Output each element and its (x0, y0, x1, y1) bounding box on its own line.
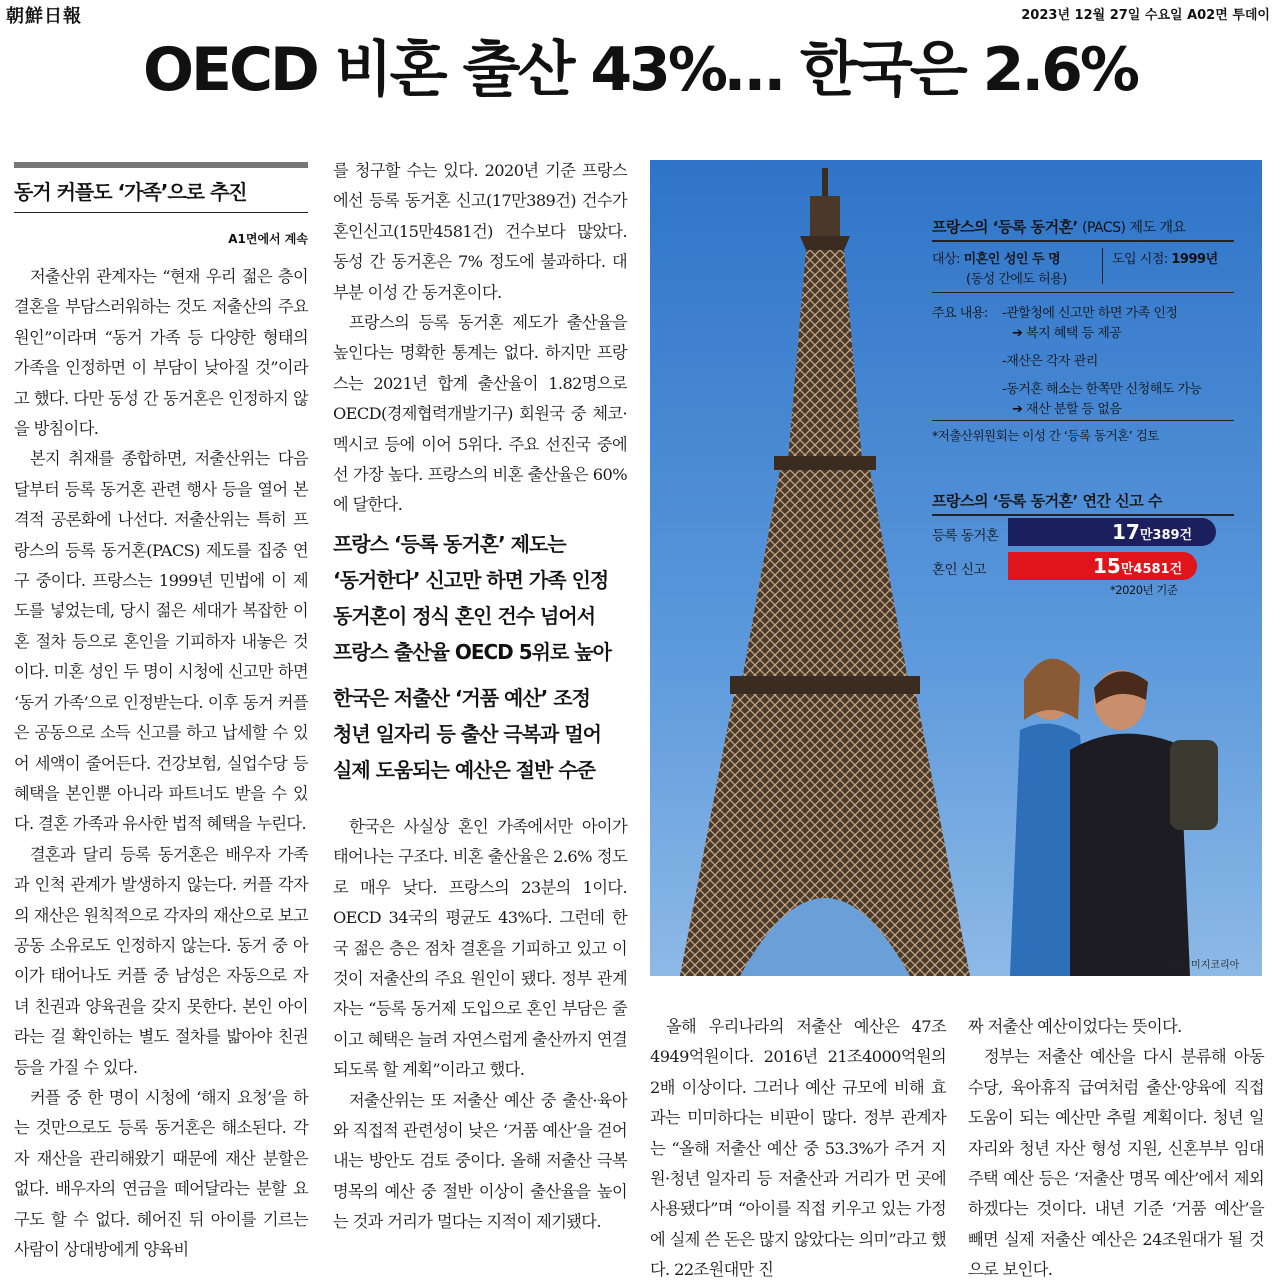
headline: OECD 비혼 출산 43%… 한국은 2.6% (142, 35, 1137, 105)
paragraph: 프랑스의 등록 동거혼 제도가 출산율을 높인다는 명확한 통계는 없다. 하지만 프랑스는 2021년 합계 출산율이 1.82명으로 OECD(경제협력개발기구) 회원국 중 체코·멕시코 등에 이어 5위다. 주요 선진국 중에선 가장 높다. 프랑스의 비혼 출산율은 60%에 달한다. (333, 313, 627, 515)
chart-value-label (1093, 554, 1182, 578)
paragraph: 짜 저출산 예산이었다는 뜻이다. (968, 1017, 1182, 1036)
value-mid: 만 (1139, 528, 1153, 543)
kicker-title: 동거 커플도 ‘가족’으로 추진 (14, 180, 247, 204)
target-note: (동성 간에도 허용) (966, 272, 1067, 287)
intro-label: 도입 시점: (1112, 252, 1168, 267)
value-rest: 389 (1152, 528, 1180, 543)
value-big: 15 (1093, 554, 1121, 578)
value-big: 17 (1112, 520, 1140, 544)
paragraph: 한국은 사실상 혼인 가족에서만 아이가 태어나는 구조다. 비혼 출산율은 2.6% 정도로 매우 낮다. 프랑스의 23분의 1이다. OECD 34국의 평균도 43%다. 그런데 한국 젊은 층은 점차 결혼을 기피하고 있고 이것이 저출산의 주요 원인이 됐다. 정부 관계자는 “등록 동거제 도입으로 혼인 부담은 줄이고 혜택은 늘려 자연스럽게 출산까지 연결되도록 할 계획”이라고 했다. (333, 817, 627, 1080)
dateline: 2023년 12월 27일 수요일 A02면 투데이 (1021, 8, 1270, 23)
chart-title: 프랑스의 ‘등록 동거혼’ 연간 신고 수 (932, 492, 1162, 510)
infobox-rule (932, 292, 1234, 293)
infobox-rule (932, 420, 1234, 421)
subhead-line: 프랑스 ‘등록 동거혼’ 제도는 (333, 532, 566, 556)
chart-note: *2020년 기준 (1110, 583, 1178, 597)
infobox-title (932, 216, 1186, 237)
main-item: ➔ 복지 혜택 등 제공 (1012, 326, 1122, 341)
main-label: 주요 내용: (932, 306, 988, 321)
main-item: ➔ 재산 분할 등 없음 (1012, 402, 1122, 417)
target-value: 미혼인 성인 두 명 (963, 252, 1061, 267)
eiffel-tower-photo (650, 160, 1262, 976)
paragraph: 올해 우리나라의 저출산 예산은 47조4949억원이다. 2016년 21조4000억원의 2배 이상이다. 그러나 예산 규모에 비해 효과는 미미하다는 비판이 많다. 정부 관계자는 “올해 저출산 예산 중 53.3%가 주거 지원·청년 일자리 등 저출산과 거리가 먼 곳에 사용됐다”며 “아이를 직접 키우고 있는 가정에 실제 쓴 돈은 많지 않았다는 의미”라고 했다. 22조원대만 진 (650, 1017, 946, 1280)
subhead-2 (333, 680, 627, 788)
value-mid: 만 (1120, 562, 1134, 577)
paragraph: 저출산위는 또 저출산 예산 중 출산·육아와 직접적 관련성이 낮은 ‘거품 예산’을 걷어내는 방안도 검토 중이다. 올해 저출산 극복 명목의 예산 중 절반 이상이 출산율을 높이는 것과 거리가 멀다는 지적이 제기됐다. (333, 1090, 627, 1232)
value-unit: 건 (1169, 562, 1183, 577)
subhead-line: 실제 도움되는 예산은 절반 수준 (333, 758, 596, 782)
chart-rule (932, 514, 1234, 516)
subhead-line: ‘동거한다’ 신고만 하면 가족 인정 (333, 568, 609, 592)
kicker-divider (14, 212, 308, 213)
subhead-line: 프랑스 출산율 OECD 5위로 높아 (333, 640, 611, 664)
infobox-title-b: (PACS) 제도 개요 (1082, 220, 1186, 236)
article-column-1 (14, 262, 308, 1265)
subhead-1 (333, 526, 627, 670)
chart-category-label: 혼인 신고 (932, 562, 986, 578)
continued-note: A1면에서 계속 (228, 232, 308, 246)
main-item: -재산은 각자 관리 (1002, 354, 1098, 369)
chart-category-label: 등록 동거혼 (932, 528, 999, 544)
article-column-3 (650, 1012, 946, 1280)
paragraph: 를 청구할 수는 있다. 2020년 기준 프랑스에선 등록 동거혼 신고(17만389건) 건수가 혼인신고(15만4581건) 건수보다 많았다. 동성 간 동거혼은 7% 정도에 불과하다. 대부분 이성 간 동거혼이다. (333, 161, 627, 302)
infobox-title-a: 프랑스의 ‘등록 동거혼’ (932, 218, 1078, 236)
paragraph: 본지 취재를 종합하면, 저출산위는 다음 달부터 등록 동거혼 관련 행사 등을 열어 본격적 공론화에 나선다. 저출산위는 특히 프랑스의 등록 동거혼(PACS) 제도를 집중 연구 중이다. 프랑스는 1999년 민법에 이 제도를 넣었는데, 당시 젊은 세대가 복잡한 이혼 절차 등으로 혼인을 기피하자 내놓은 것이다. 미혼 성인 두 명이 시청에 신고만 하면 ‘동거 가족’으로 인정받는다. 이후 동거 커플은 공동으로 소득 신고를 하고 납세할 수 있어 세액이 줄어든다. 건강보험, 실업수당 등 혜택을 본인뿐 아니라 파트너도 받을 수 있다. 결혼 가족과 유사한 법적 혜택을 누린다. (14, 449, 308, 834)
newspaper-logo: 朝鮮日報 (6, 6, 82, 27)
article-column-2-bottom (333, 812, 627, 1238)
value-rest: 4581 (1133, 562, 1170, 577)
paragraph: 저출산위 관계자는 “현재 우리 젊은 층이 결혼을 부담스러워하는 것도 저출산의 주요 원인”이라며 “동거 가족 등 다양한 형태의 가족을 인정하면 이 부담이 낮아질 것”이라고 했다. 다만 동성 간 동거혼은 인정하지 않을 방침이다. (14, 267, 308, 439)
main-item: -관할청에 신고만 하면 가족 인정 (1002, 306, 1178, 321)
subhead-line: 동거혼이 정식 혼인 건수 넘어서 (333, 604, 596, 628)
paragraph: 정부는 저출산 예산을 다시 분류해 아동 수당, 육아휴직 급여처럼 출산·양육에 직접 도움이 되는 예산만 추릴 계획이다. 청년 일자리와 청년 자산 형성 지원, 신혼부부 임대주택 예산 등은 ‘저출산 명목 예산’에서 제외하겠다는 것이다. 내년 기준 ‘거품 예산’을 빼면 실제 저출산 예산은 24조원대가 될 것으로 보인다. (968, 1047, 1264, 1280)
value-unit: 건 (1179, 528, 1193, 543)
article-column-4 (968, 1012, 1264, 1280)
subhead-line: 청년 일자리 등 출산 극복과 멀어 (333, 722, 601, 746)
kicker-bar (14, 162, 308, 168)
intro-value: 1999년 (1171, 252, 1218, 267)
main-item: -동거혼 해소는 한쪽만 신청해도 가능 (1002, 382, 1202, 397)
chart-value-label (1112, 520, 1192, 544)
paragraph: 커플 중 한 명이 시청에 ‘해지 요청’을 하는 것만으로도 등록 동거혼은 해소된다. 각자 재산을 관리해왔기 때문에 재산 분할은 없다. 배우자의 연금을 떼어달라는 분할 요구도 할 수 없다. 헤어진 뒤 아이를 기르는 사람이 상대방에게 양육비 (14, 1087, 308, 1259)
infobox-rule (932, 240, 1234, 242)
article-column-2-top (333, 156, 627, 521)
infobox-divider (1102, 248, 1103, 284)
infobox-footnote: *저출산위원회는 이성 간 ‘등록 동거혼’ 검토 (932, 428, 1159, 443)
target-label: 대상: (932, 252, 960, 267)
photo-credit: 게티이미지코리아 (1162, 960, 1240, 971)
paragraph: 결혼과 달리 등록 동거혼은 배우자 가족과 인척 관계가 발생하지 않는다. 커플 각자의 재산은 원칙적으로 각자의 재산으로 보고 공동 소유로도 인정하지 않는다. 동거 중 아이가 태어나도 커플 중 남성은 자동으로 자녀 친권과 양육권을 갖지 못한다. 본인 아이라는 걸 확인하는 별도 절차를 밟아야 친권 등을 가질 수 있다. (14, 844, 308, 1077)
infobox-target (932, 248, 1060, 267)
infobox-intro (1112, 248, 1218, 267)
subhead-line: 한국은 저출산 ‘거품 예산’ 조정 (333, 686, 590, 710)
